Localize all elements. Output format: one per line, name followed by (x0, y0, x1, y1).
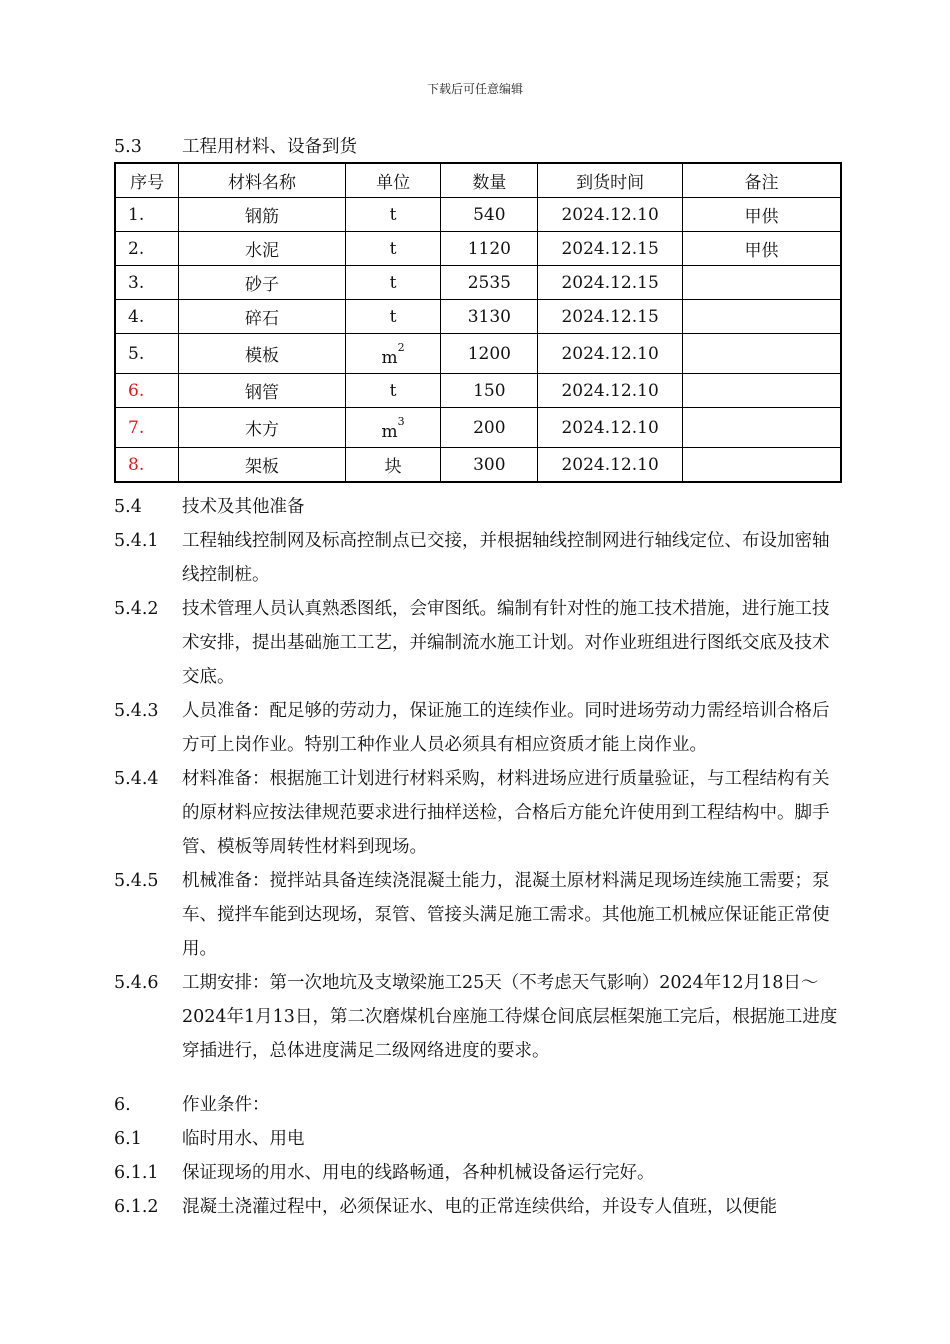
paragraph-section (114, 966, 839, 1068)
cell-material-name-text: 钢管 (245, 383, 280, 403)
cell-unit-text: t (389, 204, 397, 225)
cell-unit (345, 232, 441, 266)
section-number: 6.1 (114, 1129, 142, 1149)
cell-unit (345, 334, 441, 374)
cell-unit (345, 408, 441, 448)
cell-index-text: 4. (128, 306, 145, 327)
paragraph-section (114, 762, 839, 864)
paragraph-section (114, 864, 839, 966)
cell-material-name (179, 334, 345, 374)
cell-unit-text: t (389, 380, 397, 401)
cell-quantity (441, 448, 538, 483)
cell-quantity-text: 2535 (467, 272, 511, 293)
cell-arrival-date-text: 2024.12.15 (561, 306, 659, 327)
cell-material-name (179, 266, 345, 300)
cell-remarks (683, 300, 841, 334)
section-text: 人员准备：配足够的劳动力，保证施工的连续作业。同时进场劳动力需经培训合格后方可上岗作业。特别工种作业人员必须具有相应资质才能上岗作业。 (182, 701, 830, 755)
cell-remarks (683, 198, 841, 232)
header-unit: 单位 (345, 163, 441, 198)
section-number: 6. (114, 1095, 131, 1115)
cell-index (115, 374, 179, 408)
cell-quantity (441, 300, 538, 334)
cell-index (115, 334, 179, 374)
cell-unit-text: t (389, 306, 397, 327)
page-header: 下载后可任意编辑 (426, 82, 523, 96)
cell-unit (345, 448, 441, 483)
section-text: 混凝土浇灌过程中，必须保证水、电的正常连续供给，并设专人值班，以便能 (182, 1197, 777, 1217)
unit-superscript: 3 (397, 414, 405, 428)
cell-material-name-text: 钢筋 (245, 207, 280, 227)
header-quantity: 数量 (441, 163, 538, 198)
cell-material-name-text: 水泥 (245, 241, 280, 261)
cell-arrival-date (538, 448, 683, 483)
cell-unit-text: t (389, 238, 397, 259)
section-text: 技术及其他准备 (182, 497, 305, 517)
cell-arrival-date (538, 198, 683, 232)
cell-material-name-text: 砂子 (245, 275, 280, 295)
cell-index-text: 7. (128, 417, 145, 438)
cell-quantity-text: 1120 (467, 238, 511, 259)
section-number: 6.1.1 (114, 1163, 159, 1183)
section-text: 技术管理人员认真熟悉图纸，会审图纸。编制有针对性的施工技术措施，进行施工技术安排，提出基础施工工艺，并编制流水施工计划。对作业班组进行图纸交底及技术交底。 (182, 599, 830, 687)
cell-remarks (683, 232, 841, 266)
cell-remarks (683, 374, 841, 408)
cell-arrival-date (538, 374, 683, 408)
section-title: 工程用材料、设备到货 (182, 137, 357, 157)
section-number: 5.4.1 (114, 531, 159, 551)
cell-remarks-text: 甲供 (744, 207, 779, 227)
cell-material-name-text: 木方 (245, 420, 280, 440)
cell-index-text: 2. (128, 238, 145, 259)
cell-material-name (179, 300, 345, 334)
cell-index-text: 1. (128, 204, 145, 225)
cell-index (115, 300, 179, 334)
paragraph-section (114, 490, 839, 524)
cell-unit-text: m (381, 348, 398, 369)
table-row (115, 374, 841, 408)
cell-remarks (683, 334, 841, 374)
header-material-name: 材料名称 (179, 163, 345, 198)
cell-arrival-date (538, 232, 683, 266)
paragraph-section (114, 1156, 839, 1190)
cell-material-name (179, 374, 345, 408)
cell-material-name (179, 198, 345, 232)
cell-quantity-text: 3130 (467, 306, 511, 327)
cell-quantity (441, 408, 538, 448)
materials-table (114, 162, 842, 483)
cell-material-name (179, 448, 345, 483)
section-text: 保证现场的用水、用电的线路畅通，各种机械设备运行完好。 (182, 1163, 655, 1183)
cell-quantity-text: 540 (473, 204, 506, 225)
cell-arrival-date (538, 408, 683, 448)
cell-index (115, 408, 179, 448)
cell-material-name (179, 232, 345, 266)
cell-arrival-date-text: 2024.12.10 (561, 343, 659, 364)
paragraph-section (114, 1122, 839, 1156)
cell-index (115, 448, 179, 483)
section-text: 机械准备：搅拌站具备连续浇混凝土能力，混凝土原材料满足现场连续施工需要；泵车、搅拌车能到达现场，泵管、管接头满足施工需求。其他施工机械应保证能正常使用。 (182, 871, 830, 959)
paragraph-section (114, 524, 839, 592)
cell-arrival-date (538, 266, 683, 300)
cell-arrival-date-text: 2024.12.10 (561, 380, 659, 401)
cell-material-name-text: 架板 (245, 457, 280, 477)
cell-arrival-date (538, 334, 683, 374)
cell-unit-text: t (389, 272, 397, 293)
cell-quantity (441, 334, 538, 374)
section-number: 5.4.3 (114, 701, 159, 721)
cell-quantity-text: 150 (473, 380, 506, 401)
table-row (115, 334, 841, 374)
cell-quantity (441, 374, 538, 408)
cell-unit-text: 块 (384, 457, 402, 477)
cell-quantity (441, 198, 538, 232)
cell-index (115, 266, 179, 300)
section-number: 5.3 (114, 137, 142, 157)
section-number: 5.4.4 (114, 769, 159, 789)
header-index: 序号 (115, 163, 179, 198)
paragraph-section (114, 694, 839, 762)
section-number: 5.4.5 (114, 871, 159, 891)
cell-index-text: 5. (128, 343, 145, 364)
cell-unit (345, 266, 441, 300)
section-number: 5.4.2 (114, 599, 159, 619)
section-text: 工程轴线控制网及标高控制点已交接，并根据轴线控制网进行轴线定位、布设加密轴线控制桩。 (182, 531, 830, 585)
header-arrival-date: 到货时间 (538, 163, 683, 198)
table-row (115, 300, 841, 334)
table-row (115, 266, 841, 300)
table-row (115, 448, 841, 483)
cell-quantity-text: 200 (473, 417, 506, 438)
cell-remarks (683, 408, 841, 448)
section-text: 工期安排：第一次地坑及支墩梁施工25天（不考虑天气影响）2024年12月18日～2024年1月13日，第二次磨煤机台座施工待煤仓间底层框架施工完后，根据施工进度穿插进行，总体进度满足二级网络进度的要求。 (182, 973, 838, 1061)
paragraph-section (114, 592, 839, 694)
table-row (115, 198, 841, 232)
cell-index-text: 3. (128, 272, 145, 293)
table-header-row (115, 163, 841, 198)
cell-arrival-date-text: 2024.12.15 (561, 238, 659, 259)
table-row (115, 408, 841, 448)
unit-superscript: 2 (397, 340, 405, 354)
cell-arrival-date-text: 2024.12.10 (561, 204, 659, 225)
cell-material-name-text: 模板 (245, 346, 280, 366)
cell-material-name-text: 碎石 (245, 309, 280, 329)
cell-material-name (179, 408, 345, 448)
cell-arrival-date-text: 2024.12.10 (561, 417, 659, 438)
cell-unit-text: m (381, 422, 398, 443)
section-number: 5.4 (114, 497, 142, 517)
cell-index (115, 198, 179, 232)
section-text: 材料准备：根据施工计划进行材料采购，材料进场应进行质量验证，与工程结构有关的原材料应按法律规范要求进行抽样送检，合格后方能允许使用到工程结构中。脚手管、模板等周转性材料到现场。 (182, 769, 830, 857)
cell-remarks-text: 甲供 (744, 241, 779, 261)
cell-arrival-date-text: 2024.12.15 (561, 272, 659, 293)
cell-index-text: 6. (128, 380, 145, 401)
cell-quantity (441, 232, 538, 266)
cell-remarks (683, 266, 841, 300)
section-number: 5.4.6 (114, 973, 159, 993)
cell-quantity (441, 266, 538, 300)
section-number: 6.1.2 (114, 1197, 159, 1217)
cell-index (115, 232, 179, 266)
header-remarks: 备注 (683, 163, 841, 198)
paragraph-section (114, 1190, 839, 1224)
cell-quantity-text: 300 (473, 454, 506, 475)
cell-arrival-date-text: 2024.12.10 (561, 454, 659, 475)
section-text: 临时用水、用电 (182, 1129, 305, 1149)
cell-quantity-text: 1200 (467, 343, 511, 364)
cell-arrival-date (538, 300, 683, 334)
cell-index-text: 8. (128, 454, 145, 475)
cell-unit (345, 300, 441, 334)
section-text: 作业条件： (182, 1095, 270, 1115)
cell-unit (345, 198, 441, 232)
table-row (115, 232, 841, 266)
section-5-3-heading (114, 130, 839, 164)
cell-remarks (683, 448, 841, 483)
paragraph-section (114, 1088, 839, 1122)
cell-unit (345, 374, 441, 408)
